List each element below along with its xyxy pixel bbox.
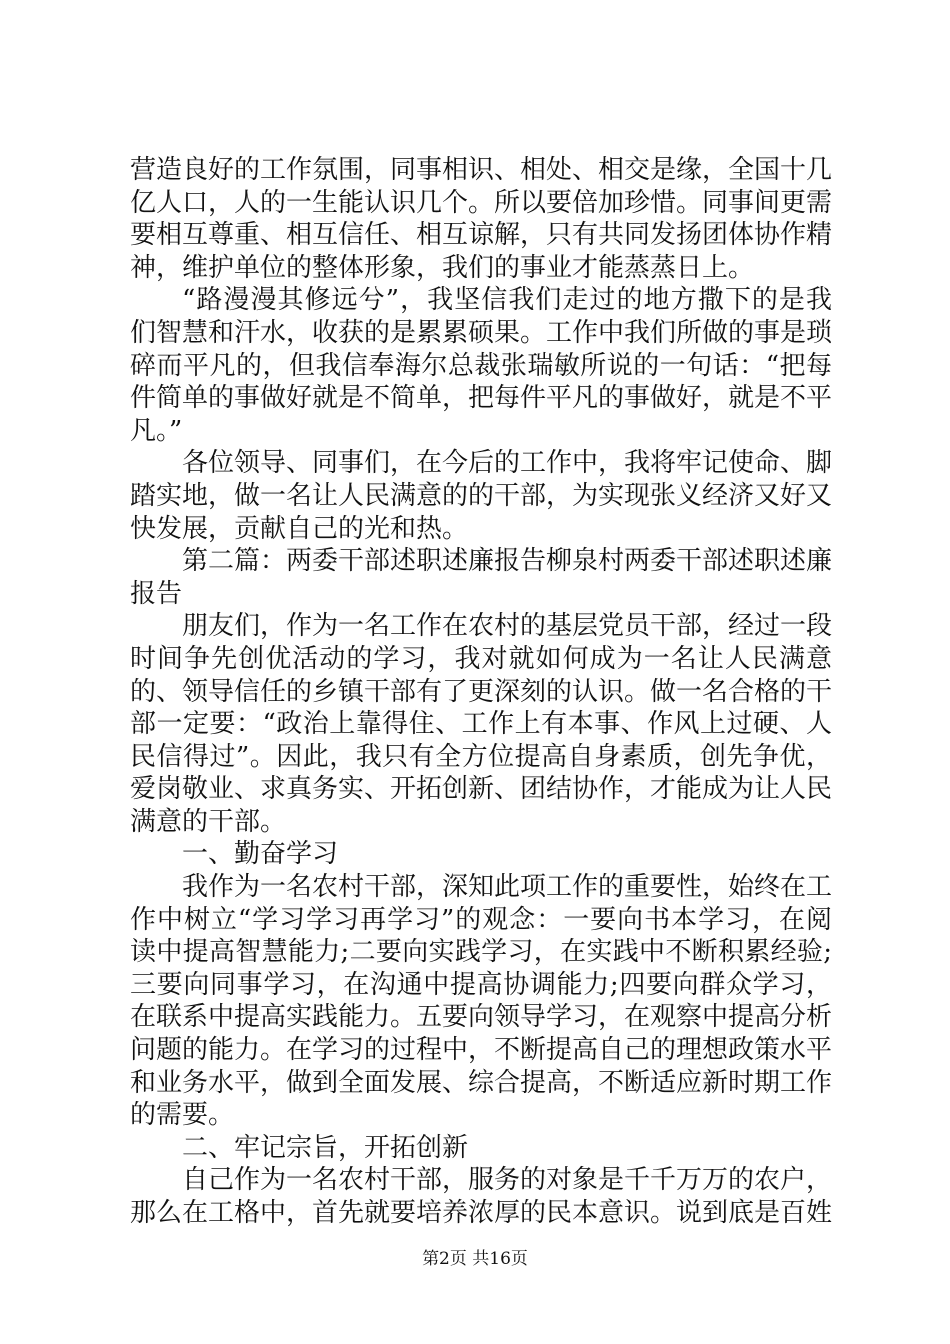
page-footer: 第2页 共16页 bbox=[422, 1249, 528, 1269]
document-body bbox=[130, 154, 832, 1230]
subheading-purpose: 二、牢记宗旨，开拓创新 bbox=[182, 1132, 469, 1163]
section-heading-part-two: 第二篇：两委干部述职述廉报告柳泉村两委干部述职述廉报告 bbox=[130, 546, 833, 609]
paragraph-5: 我作为一名农村干部，深知此项工作的重要性，始终在工作中树立“学习学习再学习”的观念：一要向书本学习，在阅读中提高智慧能力;二要向实践学习，在实践中不断积累经验;三要向同事学习，在沟通中提高协调能力;四要向群众学习，在联系中提高实践能力。五要向领导学习，在观察中提高分析问题的能力。在学习的过程中，不断提高自己的理想政策水平和业务水平，做到全面发展、综合提高，不断适应新时期工作的需要。 bbox=[130, 872, 833, 1131]
paragraph-1: 营造良好的工作氛围，同事相识、相处、相交是缘，全国十几亿人口，人的一生能认识几个。所以要倍加珍惜。同事间更需要相互尊重、相互信任、相互谅解，只有共同发扬团体协作精神，维护单位的整体形象，我们的事业才能蒸蒸日上。 bbox=[130, 155, 833, 283]
paragraph-6: 自己作为一名农村干部，服务的对象是千千万万的农户，那么在工格中，首先就要培养浓厚的民本意识。说到底是百姓 bbox=[130, 1165, 833, 1228]
paragraph-3: 各位领导、同事们，在今后的工作中，我将牢记使命、脚踏实地，做一名让人民满意的的干部，为实现张义经济又好又快发展，贡献自己的光和热。 bbox=[130, 448, 833, 544]
paragraph-2: “路漫漫其修远兮”，我坚信我们走过的地方撒下的是我们智慧和汗水，收获的是累累硕果。工作中我们所做的事是琐碎而平凡的，但我信奉海尔总裁张瑞敏所说的一句话：“把每件简单的事做好就是不简单，把每件平凡的事做好，就是不平凡。” bbox=[130, 285, 833, 446]
paragraph-4: 朋友们，作为一名工作在农村的基层党员干部，经过一段时间争先创优活动的学习，我对就如何成为一名让人民满意的、领导信任的乡镇干部有了更深刻的认识。做一名合格的干部一定要：“政治上靠得住、工作上有本事、作风上过硬、人民信得过”。因此，我只有全方位提高自身素质，创先争优，爱岗敬业、求真务实、开拓创新、团结协作，才能成为让人民满意的干部。 bbox=[130, 611, 833, 837]
subheading-study: 一、勤奋学习 bbox=[182, 839, 339, 870]
